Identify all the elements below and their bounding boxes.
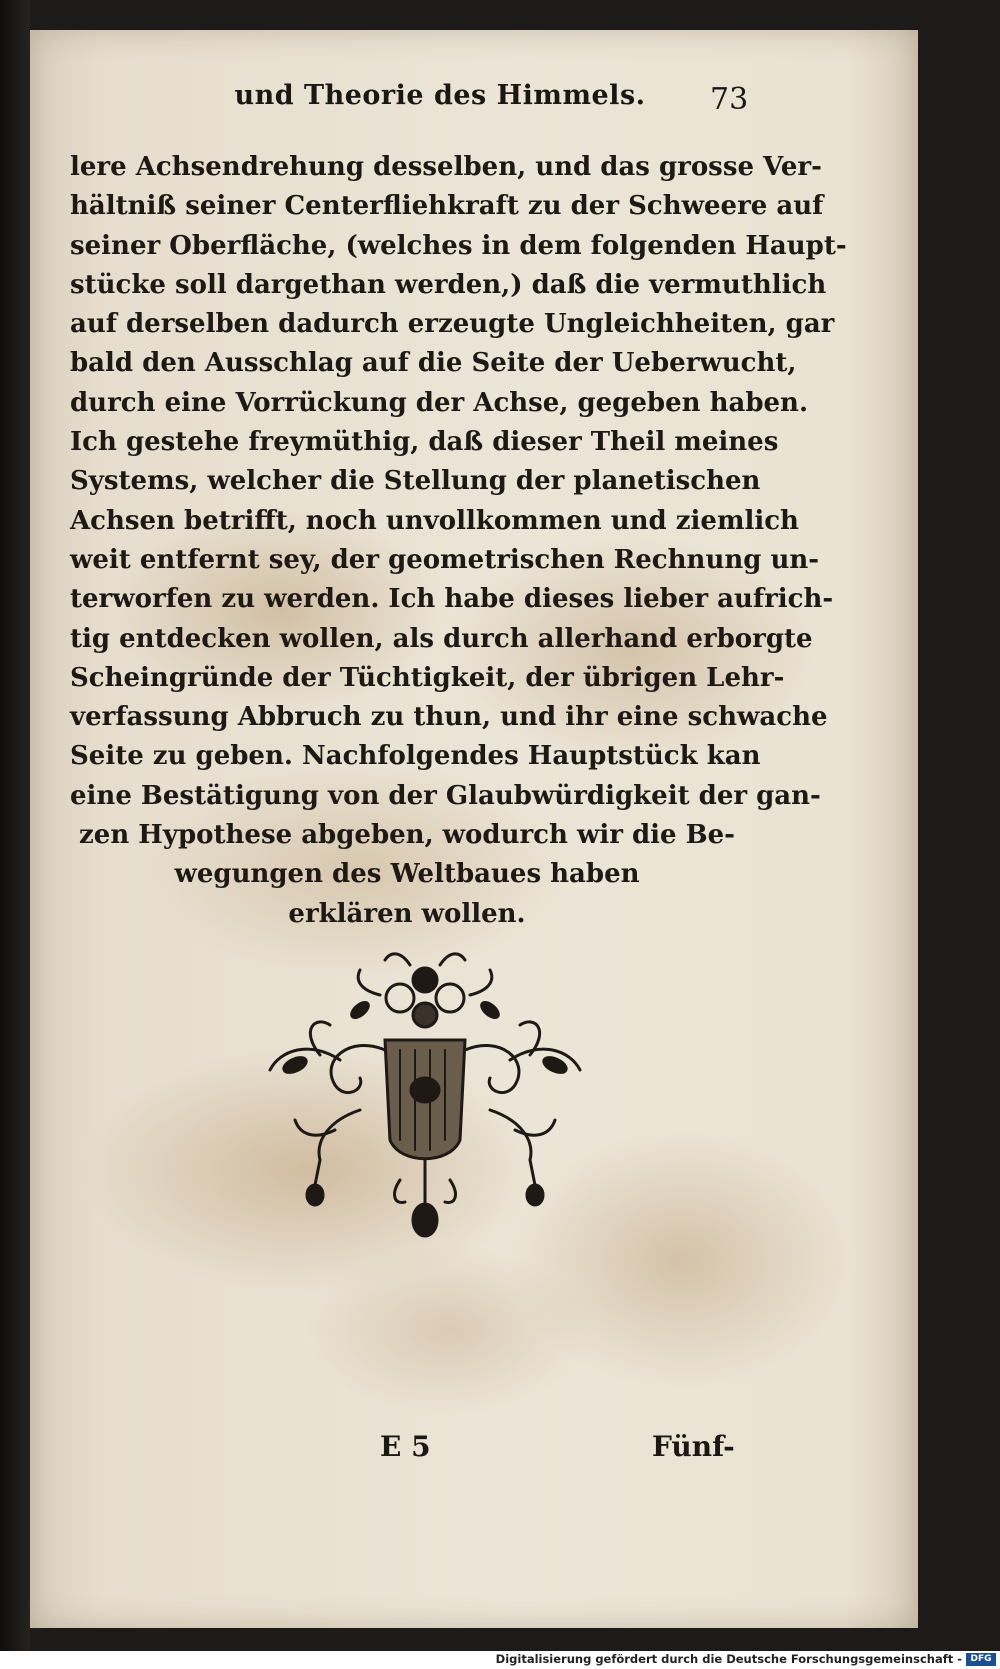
text-line: erklären wollen.	[288, 898, 526, 929]
text-line: tig entdecken wollen, als durch allerhand erborgte	[70, 623, 813, 654]
text-line: Seite zu geben. Nachfolgendes Hauptstück kan	[70, 741, 761, 772]
text-line: zen Hypothese abgeben, wodurch wir die Be-	[79, 820, 735, 851]
running-head: und Theorie des Himmels.	[234, 80, 646, 111]
text-line: Ich gestehe freymüthig, daß dieser Theil meines	[70, 427, 779, 458]
text-line: Systems, welcher die Stellung der planetischen	[70, 466, 761, 497]
text-line: lere Achsendrehung desselben, und das grosse Ver-	[70, 152, 822, 182]
text-line: hältniß seiner Centerfliehkraft zu der Schweere auf	[70, 191, 824, 222]
text-line: Scheingründe der Tüchtigkeit, der übrigen Lehr-	[70, 662, 785, 693]
text-line: seiner Oberfläche, (welches in dem folgenden Haupt-	[70, 230, 847, 261]
text-line: terworfen zu werden. Ich habe dieses lieber aufrich-	[70, 584, 834, 615]
text-line: durch eine Vorrückung der Achse, gegeben haben.	[70, 387, 809, 418]
body-text	[70, 148, 847, 934]
dfg-logo: DFG	[966, 1653, 996, 1666]
page-number: 73	[710, 82, 749, 117]
text-line: wegungen des Weltbaues haben	[174, 859, 640, 890]
digitization-credit: Digitalisierung gefördert durch die Deutsche Forschungsgemeinschaft -	[495, 1652, 962, 1666]
text-line: eine Bestätigung von der Glaubwürdigkeit der gan-	[70, 780, 821, 811]
text-line: stücke soll dargethan werden,) daß die vermuthlich	[70, 269, 827, 300]
text-line: auf derselben dadurch erzeugte Ungleichheiten, gar	[70, 309, 835, 340]
floral-vignette-ornament	[260, 940, 590, 1250]
text-line: verfassung Abbruch zu thun, und ihr eine schwache	[70, 702, 828, 733]
catchword: Fünf-	[652, 1430, 735, 1463]
text-line: Achsen betrifft, noch unvollkommen und ziemlich	[70, 505, 799, 536]
book-page	[30, 30, 918, 1628]
text-line: bald den Ausschlag auf die Seite der Ueberwucht,	[70, 348, 797, 379]
text-line: weit entfernt sey, der geometrischen Rechnung un-	[70, 544, 820, 575]
book-binding	[0, 0, 30, 1669]
signature-mark: E 5	[380, 1430, 431, 1463]
